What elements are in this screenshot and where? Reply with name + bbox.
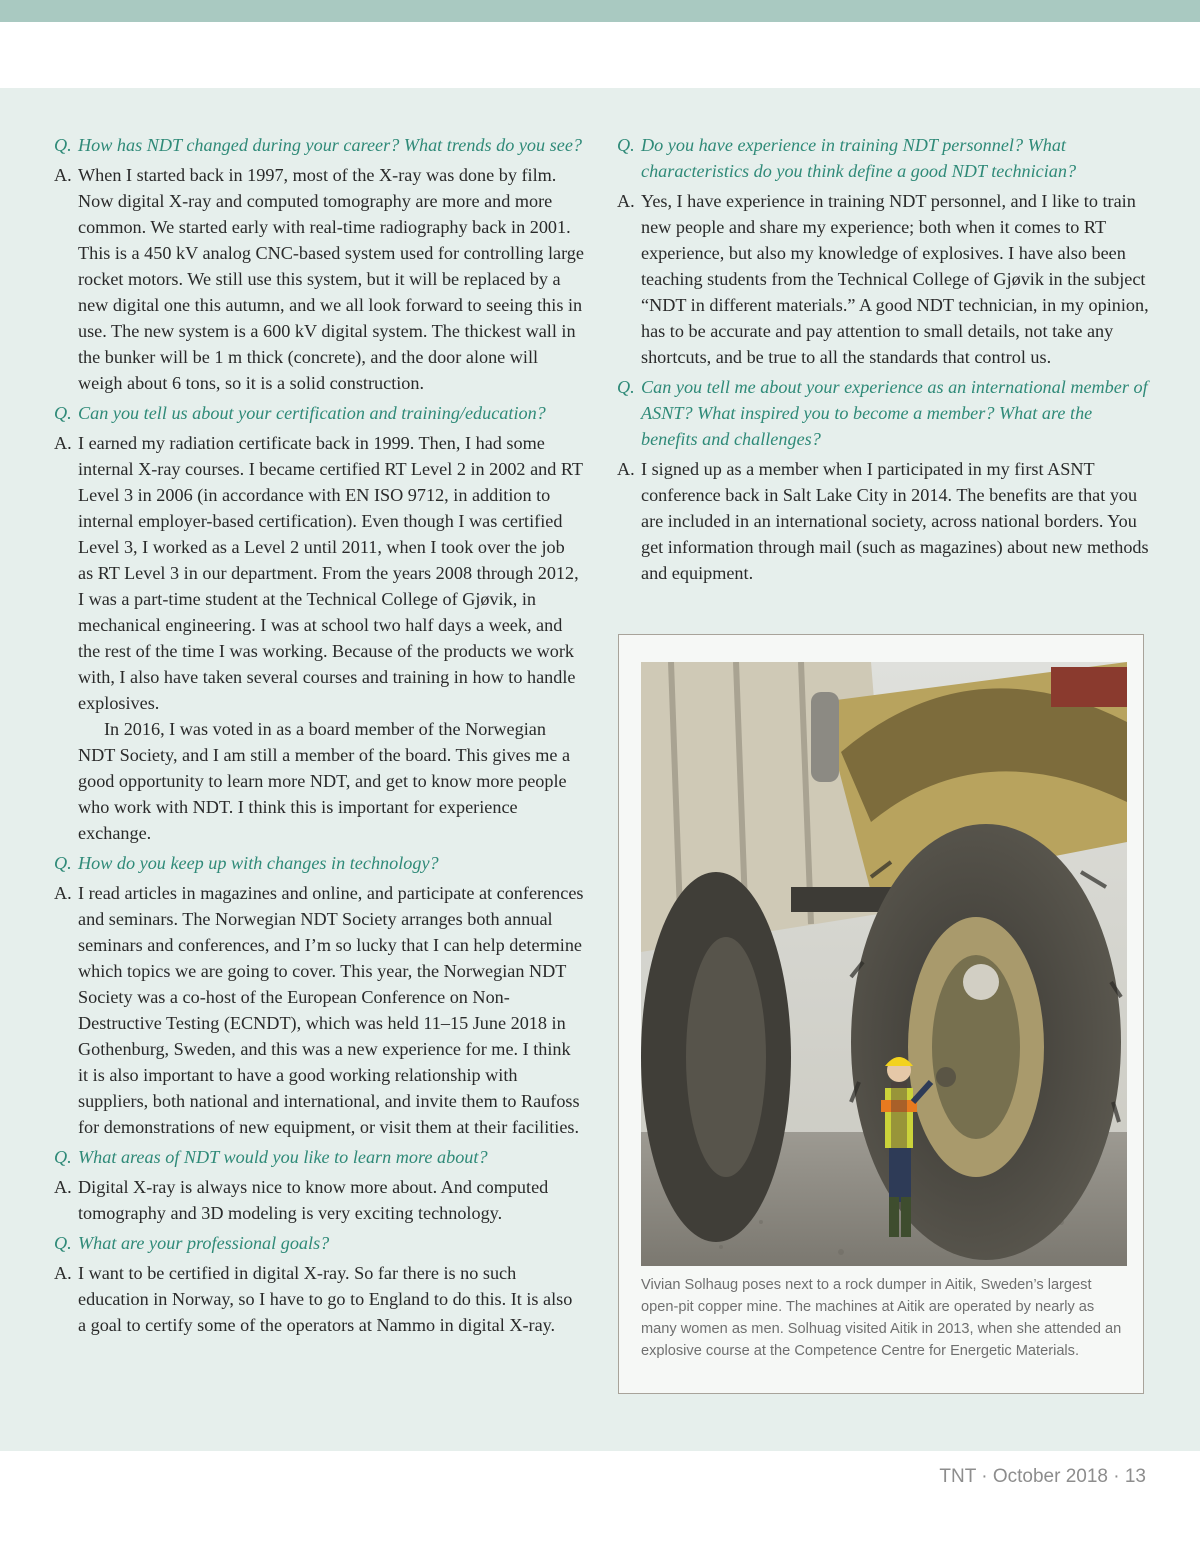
question-text: Can you tell us about your certification and training/education? (78, 403, 546, 423)
question-text: Can you tell me about your experience as an international member of ASNT? What inspired you to become a member? What are the benefits and challenges? (641, 377, 1148, 449)
answer: A. I earned my radiation certificate back in 1999. Then, I had some internal X-ray courses. I became certified RT Level 2 in 2002 and RT Level 3 in 2006 (in accordance with EN ISO 9712, in addition to internal employer-based certification). Even though I was certified Level 3, I worked as a Level 2 until 2011, when I took over the job as RT Level 3 in our department. From the years 2008 through 2012, I was a part-time student at the Technical College of Gjøvik, in mechanical engineering. I was at school two half days a week, and the rest of the time I was working. Because of the products we work with, I also have taken several courses and training in how to handle explosives. In 2016, I was voted in as a board member of the Norwegian NDT Society, and I am still a member of the board. This gives me a good opportunity to learn more NDT, and get to know more people who work with NDT. I think this is important for experience exchange. (54, 430, 584, 846)
qa-block (54, 400, 584, 846)
left-column (54, 132, 584, 1342)
qa-block (54, 1144, 584, 1226)
answer: A. When I started back in 1997, most of the X-ray was done by film. Now digital X-ray and computed tomography are more and more common. We started early with real-time radiography back in 2001. This is a 450 kV analog CNC-based system used for controlling large rocket motors. We still use this system, but it will be replaced by a new digital one this autumn, and we all look forward to seeing this in use. The new system is a 600 kV digital system. The thickest wall in the bunker will be 1 m thick (concrete), and the door alone will weigh about 6 tons, so it is a solid construction. (54, 162, 584, 396)
qa-block (54, 850, 584, 1140)
answer: A. Yes, I have experience in training NDT personnel, and I like to train new people and share my experience; both when it comes to RT experience, but also my knowledge of explosives. I have also been teaching students from the Technical College of Gjøvik in the subject “NDT in different materials.” A good NDT technician, in my opinion, has to be accurate and pay attention to small details, not take any shortcuts, and be true to all the standards that control us. (617, 188, 1152, 370)
answer-paragraph: I read articles in magazines and online, and participate at conferences and seminars. The Norwegian NDT Society arranges both annual seminars and conferences, and I’m so lucky that I can help determine which topics we are going to cover. This year, the Norwegian NDT Society was a co-host of the European Conference on Non-Destructive Testing (ECNDT), which was held 11–15 June 2018 in Gothenburg, Sweden, and this was a new experience for me. I think it is also important to have a good working relationship with suppliers, both national and international, and invite them to Raufoss for demonstrations of new equipment, or visit them at their facilities. (78, 883, 584, 1137)
qa-block (617, 374, 1152, 586)
answer-paragraph: I want to be certified in digital X-ray. So far there is no such education in Norway, so I have to go to England to do this. It is also a goal to certify some of the operators at Nammo in digital X-ray. (78, 1263, 573, 1335)
answer-paragraph: In 2016, I was voted in as a board member of the Norwegian NDT Society, and I am still a member of the board. This gives me a good opportunity to learn more NDT, and get to know more people who work with NDT. I think this is important for experience exchange. (78, 719, 571, 843)
top-color-bar (0, 0, 1200, 22)
question: Q. Do you have experience in training NDT personnel? What characteristics do you think define a good NDT technician? (617, 132, 1152, 184)
question: Q. Can you tell us about your certification and training/education? (54, 400, 584, 426)
photo-caption: Vivian Solhaug poses next to a rock dumper in Aitik, Sweden’s largest open-pit copper mine. The machines at Aitik are operated by nearly as many women as men. Solhuag visited Aitik in 2013, when she attended an explosive course at the Competence Centre for Energetic Materials. (641, 1277, 1122, 1359)
answer: A. Digital X-ray is always nice to know more about. And computed tomography and 3D modeling is very exciting technology. (54, 1174, 584, 1226)
qa-block (617, 132, 1152, 370)
answer-paragraph: Yes, I have experience in training NDT personnel, and I like to train new people and share my experience; both when it comes to RT experience, but also my knowledge of explosives. I have also been teaching students from the Technical College of Gjøvik in the subject “NDT in different materials.” A good NDT technician, in my opinion, has to be accurate and pay attention to small details, not take any shortcuts, and be true to all the standards that control us. (641, 191, 1149, 367)
question: Q. How has NDT changed during your career? What trends do you see? (54, 132, 584, 158)
photo-figure (618, 634, 1144, 1394)
qa-block (54, 1230, 584, 1338)
qa-block (54, 132, 584, 396)
question: Q. Can you tell me about your experience as an international member of ASNT? What inspired you to become a member? What are the benefits and challenges? (617, 374, 1152, 452)
mining-truck-photo (641, 662, 1127, 1266)
answer: A. I want to be certified in digital X-ray. So far there is no such education in Norway, so I have to go to England to do this. It is also a goal to certify some of the operators at Nammo in digital X-ray. (54, 1260, 584, 1338)
answer-paragraph: Digital X-ray is always nice to know more about. And computed tomography and 3D modeling is very exciting technology. (78, 1177, 549, 1223)
question: Q. What are your professional goals? (54, 1230, 584, 1256)
right-column (617, 132, 1152, 590)
question: Q. What areas of NDT would you like to learn more about? (54, 1144, 584, 1170)
answer-paragraph: When I started back in 1997, most of the X-ray was done by film. Now digital X-ray and computed tomography are more and more common. We started early with real-time radiography back in 2001. This is a 450 kV analog CNC-based system used for controlling large rocket motors. We still use this system, but it will be replaced by a new digital one this autumn, and we all look forward to seeing this in use. The new system is a 600 kV digital system. The thickest wall in the bunker will be 1 m thick (concrete), and the door alone will weigh about 6 tons, so it is a solid construction. (78, 165, 584, 393)
question-text: How has NDT changed during your career? What trends do you see? (78, 135, 582, 155)
page-folio: TNT · October 2018 · 13 (939, 1466, 1146, 1487)
answer-paragraph: I signed up as a member when I participated in my first ASNT conference back in Salt Lake City in 2014. The benefits are that you are included in an international society, across national borders. You get information through mail (such as magazines) about new methods and equipment. (641, 459, 1149, 583)
question: Q. How do you keep up with changes in technology? (54, 850, 584, 876)
question-text: How do you keep up with changes in technology? (78, 853, 439, 873)
question-text: What are your professional goals? (78, 1233, 330, 1253)
answer: A. I signed up as a member when I participated in my first ASNT conference back in Salt Lake City in 2014. The benefits are that you are included in an international society, across national borders. You get information through mail (such as magazines) about new methods and equipment. (617, 456, 1152, 586)
answer: A. I read articles in magazines and online, and participate at conferences and seminars. The Norwegian NDT Society arranges both annual seminars and conferences, and I’m so lucky that I can help determine which topics we are going to cover. This year, the Norwegian NDT Society was a co-host of the European Conference on Non-Destructive Testing (ECNDT), which was held 11–15 June 2018 in Gothenburg, Sweden, and this was a new experience for me. I think it is also important to have a good working relationship with suppliers, both national and international, and invite them to Raufoss for demonstrations of new equipment, or visit them at their facilities. (54, 880, 584, 1140)
question-text: Do you have experience in training NDT personnel? What characteristics do you think define a good NDT technician? (641, 135, 1077, 181)
answer-paragraph: I earned my radiation certificate back in 1999. Then, I had some internal X-ray courses. I became certified RT Level 2 in 2002 and RT Level 3 in 2006 (in accordance with EN ISO 9712, in addition to internal employer-based certification). Even though I was certified Level 3, I worked as a Level 2 until 2011, when I took over the job as RT Level 3 in our department. From the years 2008 through 2012, I was a part-time student at the Technical College of Gjøvik, in mechanical engineering. I was at school two half days a week, and the rest of the time I was working. Because of the products we work with, I also have taken several courses and training in how to handle explosives. (78, 433, 583, 713)
question-text: What areas of NDT would you like to learn more about? (78, 1147, 488, 1167)
